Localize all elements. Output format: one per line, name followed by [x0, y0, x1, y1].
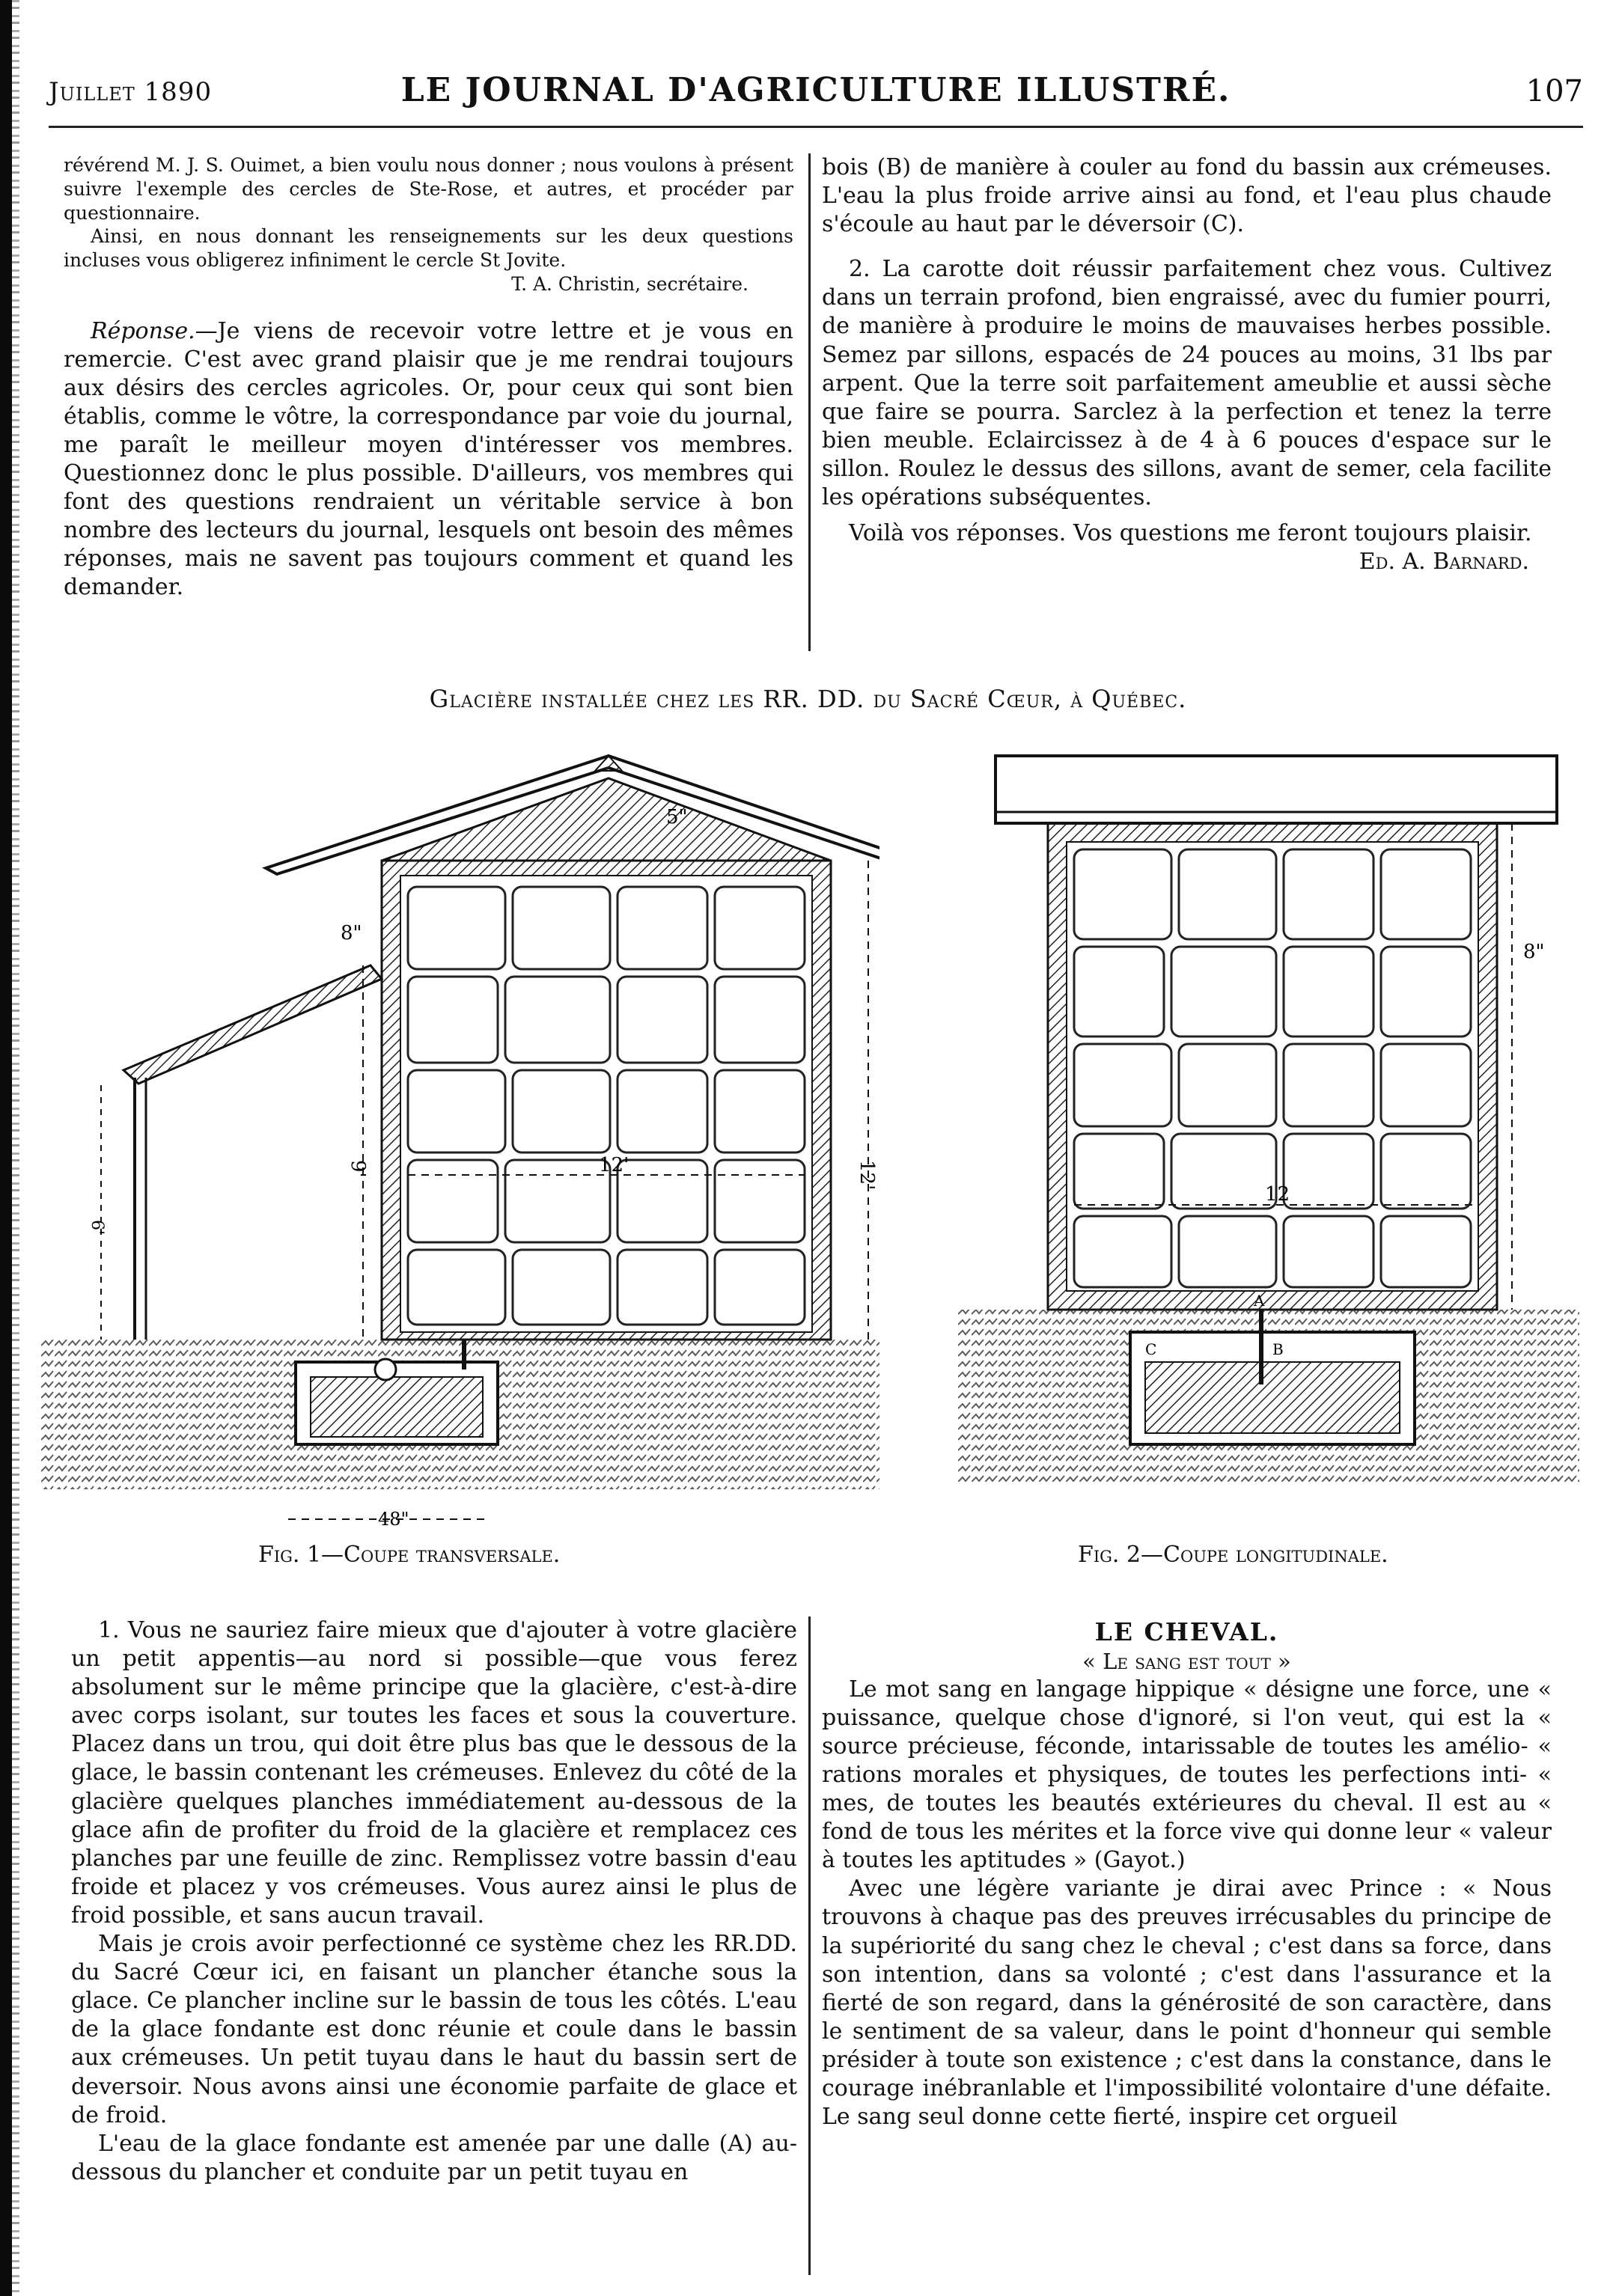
paragraph: Avec une légère variante je dirai avec Prince : « Nous trouvons à chaque pas des preuves irrécusables du principe de la supériorité du sang chez le cheval ; c'est dans sa force, dans son intention, dans sa volonté ; c'est dans l'assurance et la fierté de son regard, dans la générosité de son caractère, dans le sentiment de sa valeur, dans le point d'honneur qui semble présider à toute son existence ; c'est dans la constance, dans le courage inébranlable et l'impossibilité volontaire d'une défaite. Le sang seul donne cette fierté, inspire cet orgueil: [822, 1875, 1552, 2131]
bottom-right-column: [822, 1616, 1552, 2131]
journal-title: LE JOURNAL D'AGRICULTURE ILLUSTRÉ.: [400, 71, 1231, 109]
top-left-column: [64, 153, 793, 602]
letter-paragraph: Ainsi, en nous donnant les renseignements sur les deux questions incluses vous obligerez infiniment le cercle St Jovite.: [64, 225, 793, 271]
header-rule: [49, 126, 1583, 128]
ice-chamber: [1067, 842, 1478, 1291]
lean-to-dimension: 6': [88, 1220, 106, 1236]
paragraph: Le mot sang en langage hippique « désigne une force, une « puissance, quelque chose d'ignoré, si l'on veut, qui est la « source précieuse, féconde, intarissable de toutes les amélio- « rations morales et physiques, de toutes les perfections inti- « mes, de toutes les beautés extérieures du cheval. Il est au « fond de tous les mérites et la force vive qui donne leur « valeur à toutes les aptitudes » (Gayot.): [822, 1676, 1552, 1874]
figure-2-longitudinal-section: [958, 741, 1579, 1534]
column-rule-bottom: [808, 1616, 811, 2275]
base-dimension: 48": [378, 1509, 409, 1530]
running-head: [49, 71, 1583, 116]
response-label: Réponse.: [91, 317, 195, 344]
section-heading: LE CHEVAL.: [1094, 1617, 1279, 1646]
figure-1-cross-section: [41, 741, 879, 1534]
width-dimension: 12': [599, 1154, 629, 1176]
label-a: A: [1254, 1292, 1265, 1310]
figure-caption: Glacière installée chez les RR. DD. du Sacré Cœur, à Québec.: [429, 685, 1187, 713]
paragraph: Voilà vos réponses. Vos questions me feront toujours plaisir.: [849, 520, 1532, 547]
roof-dimension: 5": [666, 806, 688, 828]
ice-chamber: [400, 876, 812, 1332]
letter-signature: T. A. Christin, secrétaire.: [511, 272, 748, 295]
section-subheading: « Le sang est tout »: [1082, 1648, 1291, 1674]
paragraph: Mais je crois avoir perfectionné ce système chez les RR.DD. du Sacré Cœur ici, en faisant un plancher étanche sous la glace. Ce plancher incline sur le bassin de tous les côtés. L'eau de la glace fondante est donc réunie et coule dans le bassin aux crémeuses. Un petit tuyau dans le haut du bassin sert de deversoir. Nous avons ainsi une économie parfaite de glace et de froid.: [71, 1931, 797, 2128]
response-text: —Je viens de recevoir votre lettre et je vous en remercie. C'est avec grand plaisir que je me rendrai toujours aux désirs des cercles agricoles. Or, pour ceux qui sont bien établis, comme le vôtre, la correspondance par voie du journal, me paraît le meilleur moyen d'intéresser vos membres. Questionnez donc le plus possible. D'ailleurs, vos membres qui font des questions rendraient un véritable service à bon nombre des lecteurs du journal, lesquels ont besoin des mêmes réponses, mais ne savent pas toujours comment et quand les demander.: [64, 317, 793, 601]
width-dimension: 12: [1265, 1183, 1290, 1206]
paragraph: 1. Vous ne sauriez faire mieux que d'ajouter à votre glacière un petit appentis—au nord si possible—que vous ferez absolument sur le même principe que la glacière, c'est-à-dire avec corps isolant, sur toutes les faces et sous la couverture. Placez dans un trou, qui doit être plus bas que le dessous de la glace, le bassin contenant les crémeuses. Enlevez du côté de la glacière quelques planches immédiatement au-dessous de la glace afin de profiter du froid de la glacière et remplacez ces planches par une feuille de zinc. Remplissez votre bassin d'eau froide et placez y vos crémeuses. Vous aurez ainsi le plus de froid possible, et sans aucun travail.: [71, 1617, 797, 1929]
figure-2-caption: Fig. 2—Coupe longitudinale.: [1078, 1542, 1388, 1568]
label-b: B: [1272, 1340, 1284, 1358]
book-binding-edge: [0, 0, 12, 2296]
response-paragraph: [64, 317, 793, 602]
letter-paragraph: révérend M. J. S. Ouimet, a bien voulu nous donner ; nous voulons à présent suivre l'exemple des cercles de Ste-Rose, et autres, et procéder par questionnaire.: [64, 154, 793, 224]
height-dimension-right: 12': [856, 1160, 878, 1191]
issue-date: Juillet 1890: [49, 77, 213, 107]
page-scan-edge: [12, 0, 19, 2296]
lean-to-roof: [124, 965, 382, 1084]
figure-1-caption: Fig. 1—Coupe transversale.: [258, 1542, 561, 1568]
page-number: 107: [1525, 74, 1583, 109]
paragraph: 2. La carotte doit réussir parfaitement chez vous. Cultivez dans un terrain profond, bien engraissé, avec du fumier pourri, de manière à produire le moins de mauvaises herbes possible. Semez par sillons, espacés de 24 pouces au moins, 31 lbs par arpent. Que la terre soit parfaitement ameublie et aussi sèche que faire se pourra. Sarclez à la perfection et tenez la terre bien meuble. Eclaircissez à de 4 à 6 pouces d'espace sur le sillon. Roulez le dessus des sillons, avant de semer, cela facilite les opérations subséquentes.: [822, 256, 1552, 511]
column-rule-top: [808, 153, 811, 651]
wall-dimension: 8": [341, 922, 362, 944]
author-signature: Ed. A. Barnard.: [1359, 549, 1529, 575]
bottom-left-column: [71, 1616, 797, 2187]
label-c: C: [1145, 1340, 1157, 1358]
paragraph: L'eau de la glace fondante est amenée par une dalle (A) au-dessous du plancher et conduite par un petit tuyau en: [71, 2130, 797, 2185]
top-right-column: [822, 153, 1552, 576]
wall-dimension: 8": [1523, 941, 1545, 963]
height-dimension: 9': [347, 1160, 369, 1178]
paragraph: bois (B) de manière à couler au fond du bassin aux crémeuses. L'eau la plus froide arrive ainsi au fond, et l'eau plus chaude s'écoule au haut par le déversoir (C).: [822, 154, 1552, 238]
